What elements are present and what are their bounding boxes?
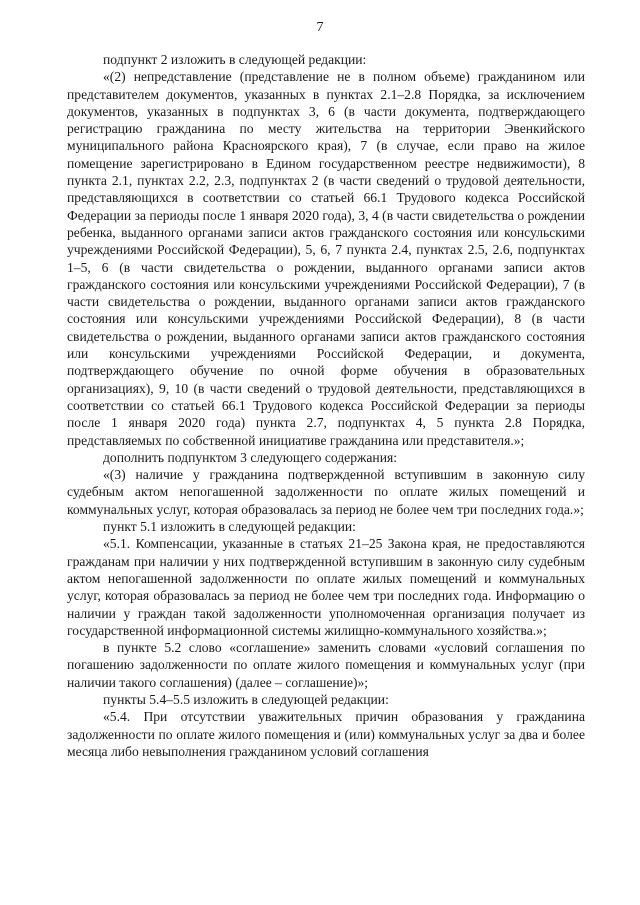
paragraph: «5.4. При отсутствии уважительных причин образования у гражданина задолженности по оплате жилого помещения и (или) коммунальных услуг за два и более месяца либо невыполнения гражданином условий соглашения	[67, 709, 585, 759]
paragraph: дополнить подпунктом 3 следующего содержания:	[103, 449, 398, 465]
paragraph: подпункт 2 изложить в следующей редакции:	[103, 52, 367, 67]
page-number: 7	[316, 20, 324, 35]
paragraph: пункты 5.4–5.5 изложить в следующей редакции:	[103, 691, 389, 707]
paragraph: «5.1. Компенсации, указанные в статьях 21–25 Закона края, не предоставляются гражданам при наличии у них подтвержденной вступившим в законную силу судебным актом непогашенной задолженности по оплате жилых помещений и коммунальных услуг, которая образовалась за период не более чем три последних года. Информацию о наличии у граждан такой задолженности уполномоченная организация получает из государственной информационной системы жилищно-коммунального хозяйства.»;	[67, 536, 585, 638]
paragraph: в пункте 5.2 слово «соглашение» заменить словами «условий соглашения по погашению задолженности по оплате жилого помещения и коммунальных услуг (при наличии такого соглашения) (далее – соглашение)»;	[67, 640, 585, 690]
paragraph: пункт 5.1 изложить в следующей редакции:	[103, 519, 356, 535]
document-body	[67, 51, 585, 760]
paragraph: «(2) непредставление (представление не в полном объеме) гражданином или представителем документов, указанных в пунктах 2.1–2.8 Порядка, за исключением документов, указанных в подпунктах 3, 6 (в части документа, подтверждающего регистрацию гражданина по месту жительства на территории Эвенкийского муниципального района Красноярского края), 7 (в случае, если право на жилое помещение зарегистрировано в Едином государственном реестре недвижимости), 8 пункта 2.1, пунктах 2.2, 2.3, подпунктах 2 (в части сведений о трудовой деятельности, представляющихся в соответствии со статьей 66.1 Трудового кодекса Российской Федерации за периоды после 1 января 2020 года), 3, 4 (в части свидетельства о рождении ребенка, выданного органами записи актов гражданского состояния или консульскими учреждениями Российской Федерации), 5, 6, 7 пункта 2.4, пунктах 2.5, 2.6, подпунктах 1–5, 6 (в части свидетельства о рождении, выданного органами записи актов гражданского состояния или консульскими учреждениями Российской Федерации), 7 (в части свидетельства о рождении, выданного органами записи актов гражданского состояния или консульскими учреждениями Российской Федерации), 8 (в части свидетельства о рождении, выданного органами записи актов гражданского состояния или консульскими учреждениями Российской Федерации, и документа, подтверждающего обучение по очной форме обучения в образовательных организациях), 9, 10 (в части сведений о трудовой деятельности, представляющихся в соответствии со статьей 66.1 Трудового кодекса Российской Федерации за периоды после 1 января 2020 года) пункта 2.7, подпунктах 4, 5 пункта 2.8 Порядка, представляемых по собственной инициативе гражданина или представителя.»;	[67, 69, 585, 448]
paragraph: «(3) наличие у гражданина подтвержденной вступившим в законную силу судебным актом непогашенной задолженности по оплате жилых помещений и коммунальных услуг, которая образовалась за период не более чем три последних года.»;	[67, 467, 585, 517]
